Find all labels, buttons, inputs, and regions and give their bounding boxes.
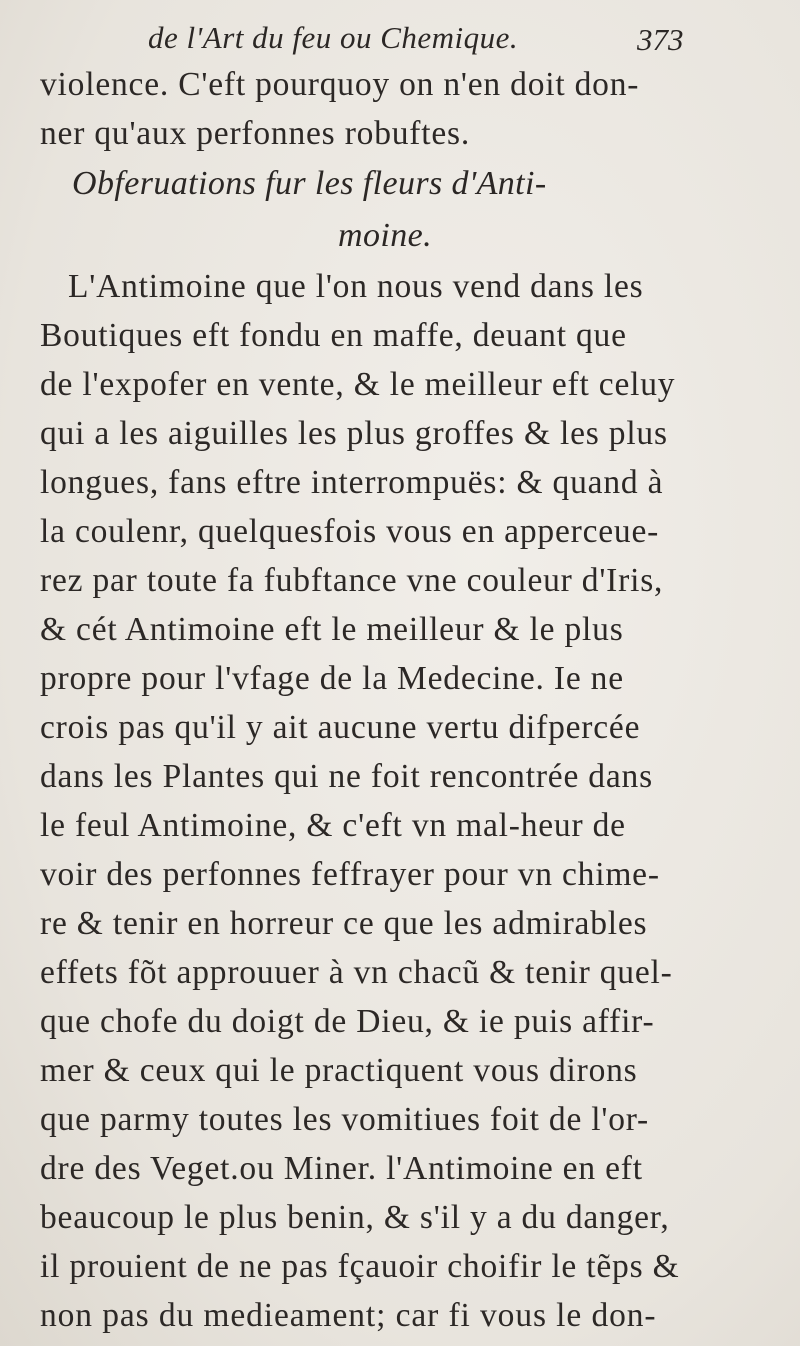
- page-header: [0, 12, 800, 62]
- text-line: dre des Veget.ou Miner. l'Antimoine en eft: [40, 1150, 643, 1187]
- text-line: non pas du medieament; car fi vous le don-: [40, 1297, 657, 1334]
- text-line: beaucoup le plus benin, & s'il y a du danger,: [40, 1199, 670, 1236]
- text-line: voir des perfonnes feffrayer pour vn chime-: [40, 856, 660, 893]
- text-line: dans les Plantes qui ne foit rencontrée dans: [40, 758, 653, 795]
- text-line: crois pas qu'il y ait aucune vertu difpercée: [40, 709, 641, 746]
- text-line: Boutiques eft fondu en maffe, deuant que: [40, 317, 627, 354]
- paragraph-first-line: L'Antimoine que l'on nous vend dans les: [68, 268, 644, 305]
- text-line: longues, fans eftre interrompuës: & quand à: [40, 464, 664, 501]
- text-line: qui a les aiguilles les plus groffes & les plus: [40, 415, 668, 452]
- page-number: 373: [637, 22, 684, 57]
- text-line: le feul Antimoine, & c'eft vn mal-heur de: [40, 807, 626, 844]
- section-heading-continued: moine.: [338, 217, 432, 254]
- text-line: ner qu'aux perfonnes robuftes.: [40, 115, 471, 152]
- text-line: la coulenr, quelquesfois vous en apperceue-: [40, 513, 660, 550]
- section-heading: Obferuations fur les fleurs d'Anti-: [72, 165, 547, 202]
- page-text: [40, 60, 770, 1340]
- text-line: violence. C'eft pourquoy on n'en doit don-: [40, 66, 640, 103]
- text-line: de l'expofer en vente, & le meilleur eft celuy: [40, 366, 676, 403]
- running-head: de l'Art du feu ou Chemique.: [148, 20, 519, 55]
- text-line: que parmy toutes les vomitiues foit de l'or-: [40, 1101, 650, 1138]
- text-line: effets fõt approuuer à vn chacũ & tenir quel-: [40, 954, 673, 991]
- text-line: rez par toute fa fubftance vne couleur d'Iris,: [40, 562, 664, 599]
- text-line: propre pour l'vfage de la Medecine. Ie ne: [40, 660, 624, 697]
- text-line: il prouient de ne pas fçauoir choifir le tẽps &: [40, 1248, 680, 1285]
- text-line: mer & ceux qui le practiquent vous dirons: [40, 1052, 638, 1089]
- text-line: re & tenir en horreur ce que les admirables: [40, 905, 648, 942]
- text-line: que chofe du doigt de Dieu, & ie puis affir-: [40, 1003, 655, 1040]
- text-line: & cét Antimoine eft le meilleur & le plus: [40, 611, 624, 648]
